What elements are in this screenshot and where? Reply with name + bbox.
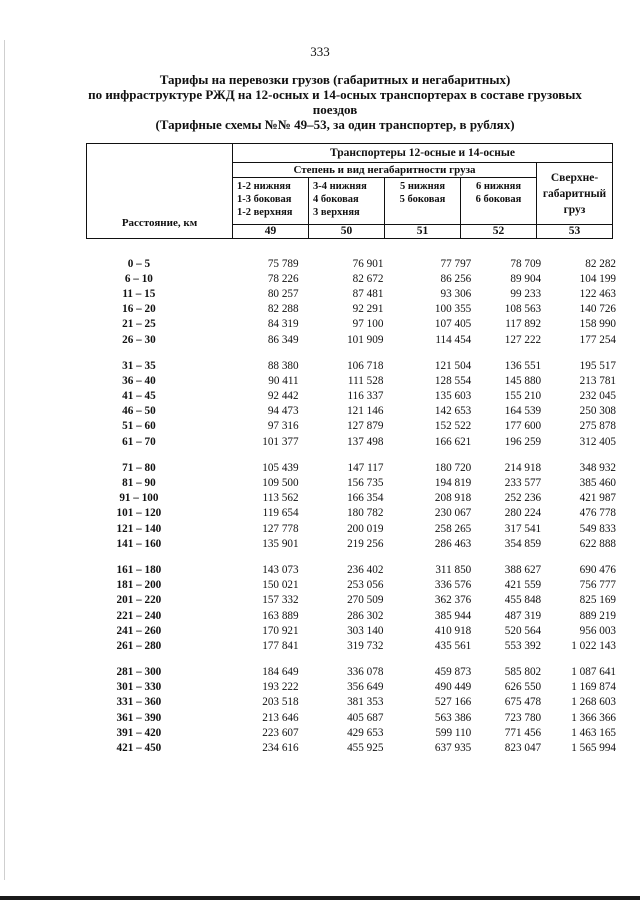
column-number-51: 51 [385, 225, 461, 239]
tariff-value-51: 258 265 [434, 522, 472, 535]
tariff-value-53: 232 045 [579, 390, 616, 403]
tariff-value-53: 1 366 366 [571, 711, 616, 724]
tariff-value-51: 385 944 [434, 609, 472, 622]
column-number-52: 52 [461, 225, 537, 239]
tariff-value-53: 195 517 [579, 359, 616, 372]
tariff-value-53: 213 781 [579, 374, 616, 387]
tariff-value-49: 163 889 [262, 609, 299, 622]
table-row [86, 623, 616, 638]
table-row [86, 460, 616, 475]
column-header-52-desc [461, 178, 537, 225]
tariff-value-50: 121 146 [347, 405, 384, 418]
tariff-value-50: 381 353 [347, 696, 384, 709]
distance-range: 46 – 50 [122, 405, 156, 418]
tariff-value-51: 77 797 [440, 257, 472, 270]
tariff-value-52: 280 224 [504, 507, 542, 520]
tariff-value-50: 336 078 [347, 666, 384, 679]
tariff-value-49: 113 562 [262, 492, 299, 505]
tariff-value-52: 421 559 [504, 579, 542, 592]
tariff-value-50: 82 672 [352, 272, 384, 285]
table-row [86, 710, 616, 725]
col-desc-line: 1-2 нижняя [237, 181, 291, 192]
table-row [86, 506, 616, 521]
tariff-value-51: 208 918 [434, 492, 472, 505]
col-desc-line: 4 боковая [313, 194, 359, 205]
tariff-value-52: 388 627 [504, 563, 542, 576]
tariff-value-53: 690 476 [579, 563, 616, 576]
tariff-value-49: 94 473 [267, 405, 299, 418]
tariff-value-50: 87 481 [352, 287, 384, 300]
table-row [86, 725, 616, 740]
tariff-value-53: 1 087 641 [571, 666, 616, 679]
tariff-value-49: 184 649 [262, 666, 299, 679]
tariff-value-51: 142 653 [434, 405, 472, 418]
row-group [86, 665, 616, 756]
tariff-value-50: 127 879 [347, 420, 384, 433]
distance-range: 51 – 60 [122, 420, 156, 433]
tariff-value-49: 82 288 [267, 303, 299, 316]
distance-range: 26 – 30 [122, 333, 156, 346]
tariff-value-52: 127 222 [504, 333, 542, 346]
row-group [86, 562, 616, 653]
table-row [86, 562, 616, 577]
tariff-value-53: 825 169 [579, 594, 616, 607]
column-number-49: 49 [233, 225, 309, 239]
distance-column-header: Расстояние, км [87, 144, 233, 239]
distance-range: 301 – 330 [116, 681, 162, 694]
tariff-value-49: 177 841 [262, 639, 299, 652]
tariff-value-49: 88 380 [267, 359, 299, 372]
distance-range: 161 – 180 [116, 563, 162, 576]
tariff-value-53: 82 282 [585, 257, 616, 270]
tariff-value-49: 170 921 [262, 624, 299, 637]
table-row [86, 608, 616, 623]
title-line: Тарифы на перевозки грузов (габаритных и негабаритных) [159, 72, 511, 87]
tariff-value-52: 155 210 [504, 390, 542, 403]
tariff-value-52: 136 551 [504, 359, 542, 372]
scan-bottom-bar [0, 896, 640, 900]
tariff-value-52: 675 478 [504, 696, 542, 709]
tariff-value-50: 219 256 [347, 537, 384, 550]
tariff-value-50: 166 354 [347, 492, 384, 505]
distance-range: 121 – 140 [116, 522, 162, 535]
tariff-value-51: 107 405 [434, 318, 472, 331]
tariff-value-50: 455 925 [347, 742, 384, 755]
title-line: (Тарифные схемы №№ 49–53, за один транспортер, в рублях) [155, 117, 515, 132]
tariff-value-50: 286 302 [347, 609, 384, 622]
tariff-value-49: 105 439 [262, 461, 299, 474]
tariff-value-49: 127 778 [262, 522, 299, 535]
tariff-value-51: 152 522 [434, 420, 472, 433]
tariff-value-49: 223 607 [262, 726, 299, 739]
column-header-50-desc [309, 178, 385, 225]
tariff-value-52: 585 802 [504, 666, 542, 679]
tariff-value-49: 135 901 [262, 537, 299, 550]
tariff-value-49: 213 646 [262, 711, 299, 724]
tariff-value-51: 336 576 [434, 579, 472, 592]
distance-range: 16 – 20 [122, 303, 156, 316]
tariff-value-51: 194 819 [434, 477, 472, 490]
distance-range: 331 – 360 [116, 696, 162, 709]
tariff-value-53: 1 565 994 [571, 742, 616, 755]
tariff-value-51: 459 873 [434, 666, 472, 679]
tariff-value-52: 317 541 [504, 522, 542, 535]
row-group [86, 256, 616, 347]
tariff-value-53: 1 169 874 [571, 681, 616, 694]
tariff-value-50: 137 498 [347, 435, 384, 448]
oversize-degree-header: Степень и вид негабаритности груза [233, 163, 537, 178]
tariff-value-49: 119 654 [262, 507, 299, 520]
distance-range: 41 – 45 [122, 390, 156, 403]
tariff-value-50: 356 649 [347, 681, 384, 694]
tariff-value-52: 99 233 [510, 287, 542, 300]
table-row [86, 536, 616, 551]
column-number-53: 53 [537, 225, 613, 239]
table-row [86, 665, 616, 680]
distance-range: 21 – 25 [122, 318, 156, 331]
distance-range: 0 – 5 [127, 257, 151, 270]
tariff-value-50: 116 337 [347, 390, 384, 403]
table-row [86, 638, 616, 653]
tariff-value-51: 311 850 [435, 563, 472, 576]
tariff-value-52: 771 456 [504, 726, 542, 739]
col-desc-line: Сверхне- [550, 171, 599, 184]
tariff-value-51: 490 449 [434, 681, 472, 694]
tariff-value-50: 92 291 [352, 303, 384, 316]
table-row [86, 695, 616, 710]
table-row [86, 256, 616, 271]
tariff-value-50: 111 528 [347, 374, 384, 387]
column-number-50: 50 [309, 225, 385, 239]
tariff-value-51: 362 376 [434, 594, 472, 607]
table-row [86, 404, 616, 419]
tariff-value-53: 622 888 [579, 537, 616, 550]
tariff-value-51: 435 561 [434, 639, 472, 652]
tariff-value-51: 93 306 [440, 287, 472, 300]
distance-range: 91 – 100 [119, 492, 159, 505]
table-row [86, 419, 616, 434]
distance-range: 101 – 120 [116, 507, 162, 520]
tariff-value-50: 405 687 [347, 711, 384, 724]
tariff-value-49: 203 518 [262, 696, 299, 709]
tariff-value-53: 104 199 [579, 272, 616, 285]
table-row [86, 434, 616, 449]
tariff-value-51: 86 256 [440, 272, 472, 285]
tariff-value-53: 421 987 [579, 492, 616, 505]
table-row [86, 578, 616, 593]
distance-range: 221 – 240 [116, 609, 162, 622]
tariff-value-49: 80 257 [267, 287, 299, 300]
tariff-value-53: 1 022 143 [571, 639, 616, 652]
tariff-value-52: 823 047 [504, 742, 542, 755]
tariff-value-51: 114 454 [435, 333, 472, 346]
transporter-group-header: Транспортеры 12-осные и 14-осные [233, 144, 613, 163]
tariff-value-52: 196 259 [504, 435, 542, 448]
tariff-value-53: 1 463 165 [571, 726, 616, 739]
tariff-value-51: 180 720 [434, 461, 472, 474]
tariff-value-49: 101 377 [262, 435, 299, 448]
tariff-rows [86, 256, 616, 767]
tariff-value-50: 429 653 [347, 726, 384, 739]
tariff-value-53: 275 878 [579, 420, 616, 433]
tariff-value-50: 319 732 [347, 639, 384, 652]
table-row [86, 271, 616, 286]
table-row [86, 389, 616, 404]
tariff-value-52: 177 600 [504, 420, 542, 433]
distance-range: 61 – 70 [122, 435, 156, 448]
table-row [86, 740, 616, 755]
tariff-value-49: 234 616 [262, 742, 299, 755]
tariff-value-52: 89 904 [510, 272, 542, 285]
tariff-value-49: 193 222 [262, 681, 299, 694]
tariff-value-53: 549 833 [579, 522, 616, 535]
distance-range: 281 – 300 [116, 666, 162, 679]
tariff-value-52: 455 848 [504, 594, 542, 607]
distance-range: 141 – 160 [116, 537, 162, 550]
tariff-value-50: 200 019 [347, 522, 384, 535]
tariff-value-51: 599 110 [435, 726, 472, 739]
tariff-value-49: 97 316 [267, 420, 299, 433]
table-row [86, 302, 616, 317]
tariff-value-53: 956 003 [579, 624, 616, 637]
tariff-value-52: 233 577 [504, 477, 542, 490]
col-desc-line: груз [563, 203, 586, 216]
tariff-value-51: 286 463 [434, 537, 472, 550]
col-desc-line: 3-4 нижняя [313, 181, 367, 192]
tariff-value-53: 889 219 [579, 609, 616, 622]
tariff-value-50: 97 100 [352, 318, 384, 331]
tariff-value-52: 723 780 [504, 711, 542, 724]
distance-range: 391 – 420 [116, 726, 162, 739]
table-row [86, 358, 616, 373]
tariff-value-53: 250 308 [579, 405, 616, 418]
tariff-value-49: 109 500 [262, 477, 299, 490]
col-desc-line: 3 верхняя [313, 207, 360, 218]
tariff-value-49: 84 319 [267, 318, 299, 331]
tariff-value-52: 214 918 [504, 461, 542, 474]
tariff-value-53: 122 463 [579, 287, 616, 300]
distance-range: 31 – 35 [122, 359, 156, 372]
tariff-value-53: 476 778 [579, 507, 616, 520]
tariff-value-52: 164 539 [504, 405, 542, 418]
tariff-value-50: 253 056 [347, 579, 384, 592]
tariff-header-table [86, 143, 613, 239]
table-row [86, 317, 616, 332]
tariff-value-49: 86 349 [267, 333, 299, 346]
table-row [86, 332, 616, 347]
column-header-49-desc [233, 178, 309, 225]
col-desc-line: 1-2 верхняя [237, 207, 293, 218]
distance-range: 6 – 10 [124, 272, 153, 285]
tariff-value-52: 108 563 [504, 303, 542, 316]
tariff-value-50: 303 140 [347, 624, 384, 637]
tariff-value-50: 270 509 [347, 594, 384, 607]
tariff-value-53: 385 460 [579, 477, 616, 490]
table-row [86, 373, 616, 388]
tariff-value-53: 177 254 [579, 333, 616, 346]
title-line: поездов [312, 102, 358, 117]
tariff-value-50: 156 735 [347, 477, 384, 490]
tariff-value-52: 553 392 [504, 639, 542, 652]
tariff-value-53: 158 990 [579, 318, 616, 331]
tariff-value-49: 150 021 [262, 579, 299, 592]
tariff-value-49: 75 789 [267, 257, 299, 270]
col-desc-line: 5 боковая [399, 194, 446, 205]
tariff-value-51: 128 554 [434, 374, 472, 387]
tariff-value-52: 626 550 [504, 681, 542, 694]
column-header-51-desc [385, 178, 461, 225]
tariff-value-53: 348 932 [579, 461, 616, 474]
distance-range: 361 – 390 [116, 711, 162, 724]
distance-range: 241 – 260 [116, 624, 162, 637]
distance-range: 71 – 80 [122, 461, 156, 474]
page-number: 333 [310, 44, 330, 59]
tariff-value-49: 143 073 [262, 563, 299, 576]
tariff-value-51: 135 603 [434, 390, 472, 403]
tariff-value-50: 106 718 [347, 359, 384, 372]
tariff-value-52: 145 880 [504, 374, 542, 387]
tariff-value-51: 410 918 [434, 624, 472, 637]
tariff-value-53: 756 777 [579, 579, 616, 592]
tariff-value-52: 354 859 [504, 537, 542, 550]
row-group [86, 460, 616, 551]
distance-range: 421 – 450 [116, 742, 162, 755]
tariff-value-51: 230 067 [434, 507, 472, 520]
tariff-value-50: 180 782 [347, 507, 384, 520]
table-row [86, 475, 616, 490]
tariff-value-49: 157 332 [262, 594, 299, 607]
table-row [86, 521, 616, 536]
tariff-value-51: 121 504 [434, 359, 472, 372]
distance-range: 261 – 280 [116, 639, 162, 652]
tariff-value-53: 1 268 603 [571, 696, 616, 709]
table-row [86, 680, 616, 695]
tariff-value-50: 147 117 [347, 461, 384, 474]
tariff-value-50: 236 402 [347, 563, 384, 576]
tariff-value-53: 140 726 [579, 303, 616, 316]
table-row [86, 286, 616, 301]
tariff-value-52: 252 236 [504, 492, 542, 505]
tariff-value-50: 101 909 [347, 333, 384, 346]
distance-range: 201 – 220 [116, 594, 162, 607]
distance-range: 181 – 200 [116, 579, 162, 592]
tariff-value-51: 563 386 [434, 711, 472, 724]
tariff-value-51: 527 166 [434, 696, 472, 709]
tariff-value-50: 76 901 [352, 257, 384, 270]
table-row [86, 593, 616, 608]
col-desc-line: 1-3 боковая [237, 194, 292, 205]
tariff-value-52: 520 564 [504, 624, 542, 637]
tariff-value-53: 312 405 [579, 435, 616, 448]
tariff-value-49: 92 442 [267, 390, 299, 403]
title-line: по инфраструктуре РЖД на 12-осных и 14-осных транспортерах в составе грузовых [88, 87, 582, 102]
tariff-value-51: 637 935 [434, 742, 472, 755]
table-row [86, 491, 616, 506]
tariff-value-52: 487 319 [504, 609, 542, 622]
row-group [86, 358, 616, 449]
tariff-value-51: 166 621 [434, 435, 472, 448]
distance-range: 36 – 40 [122, 374, 156, 387]
document-title [60, 72, 610, 132]
tariff-value-49: 78 226 [267, 272, 299, 285]
column-header-53-desc [537, 163, 613, 225]
distance-range: 11 – 15 [122, 287, 156, 300]
col-desc-line: габаритный [542, 187, 607, 200]
col-desc-line: 6 нижняя [476, 181, 521, 192]
col-desc-line: 5 нижняя [400, 181, 445, 192]
distance-range: 81 – 90 [122, 477, 156, 490]
tariff-value-52: 78 709 [510, 257, 542, 270]
tariff-value-49: 90 411 [268, 374, 299, 387]
tariff-value-51: 100 355 [434, 303, 472, 316]
page-edge-shadow [4, 40, 5, 880]
tariff-value-52: 117 892 [505, 318, 542, 331]
col-desc-line: 6 боковая [475, 194, 522, 205]
